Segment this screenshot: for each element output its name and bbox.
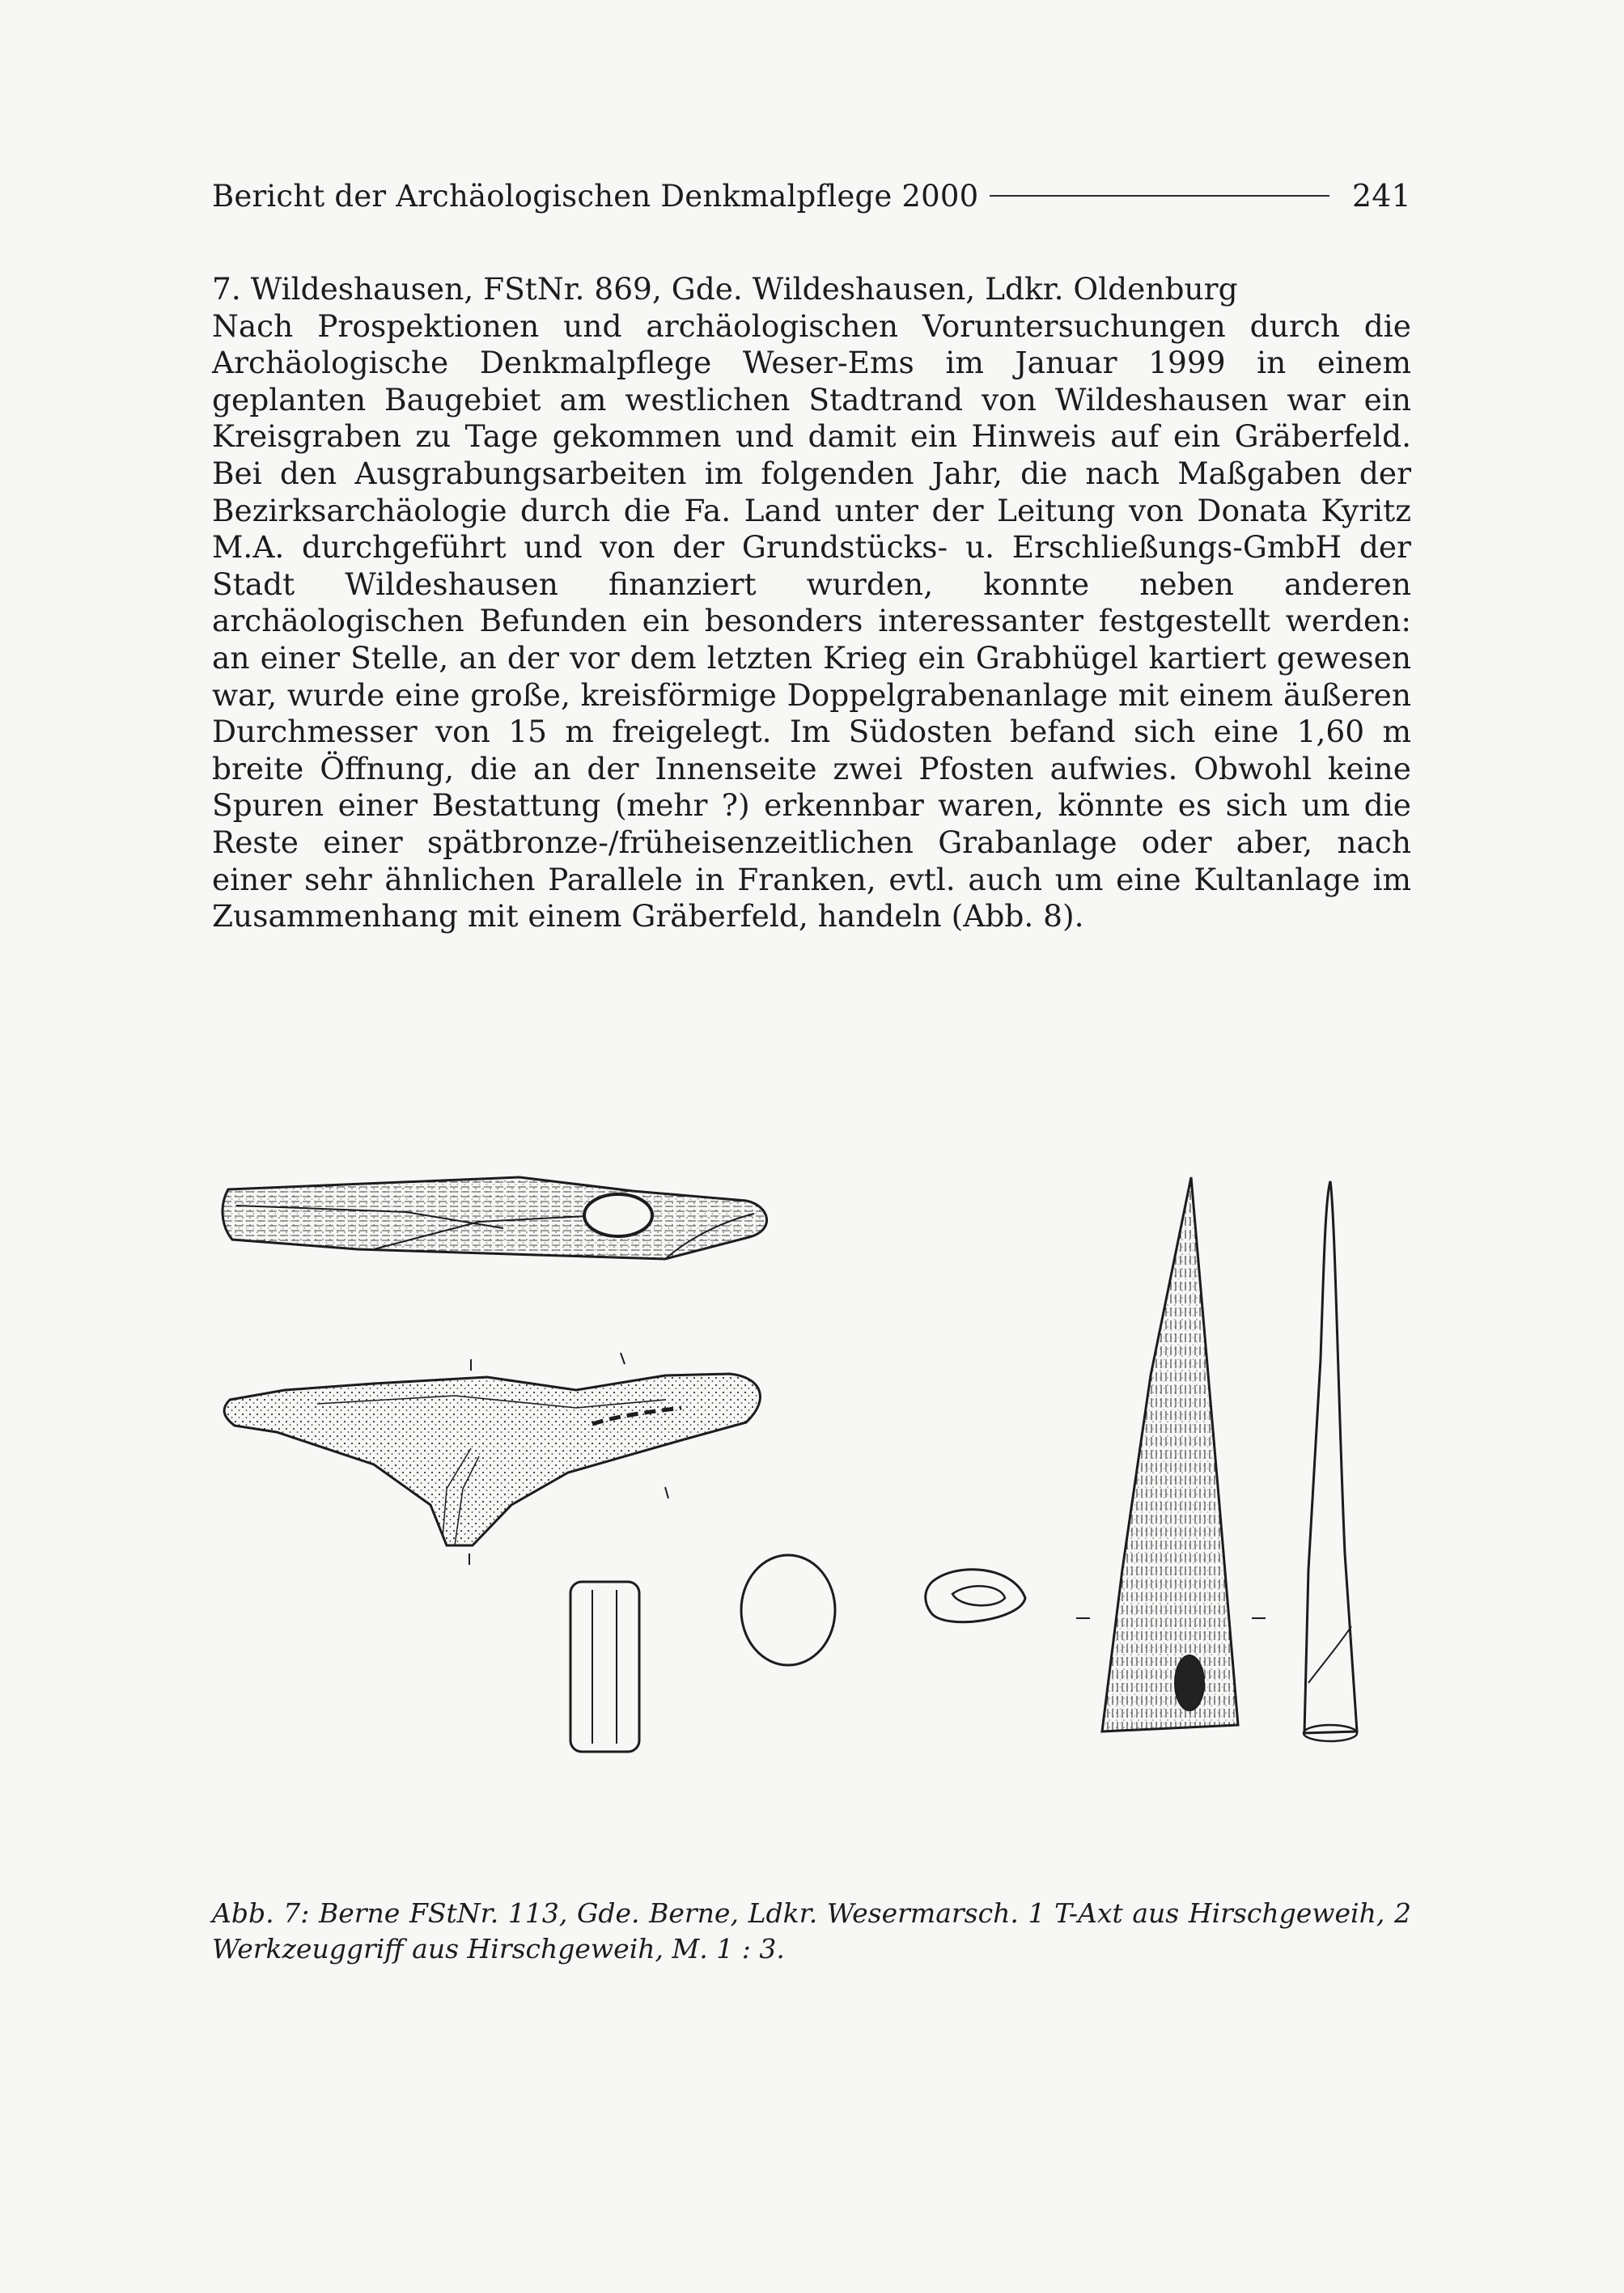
entry-body: Nach Prospektionen und archäologischen Voruntersuchungen durch die Archäologische Denkmalpflege Weser-Ems im Januar 1999 in einem geplanten Baugebiet am westlichen Stadtrand von Wildeshausen war ein Kreisgraben zu Tage gekommen und damit ein Hinweis auf ein Gräberfeld. Bei den Ausgrabungsarbeiten im folgenden Jahr, die nach Maßgaben der Bezirksarchäologie durch die Fa. Land unter der Leitung von Donata Kyritz M.A. durchgeführt und von der Grundstücks- u. Erschließungs-GmbH der Stadt Wildeshausen finanziert wurden, konnte neben anderen archäologischen Befunden ein besonders interessanter festgestellt werden: an einer Stelle, an der vor dem letzten Krieg ein Grabhügel kartiert gewesen war, wurde eine große, kreisförmige Doppelgrabenanlage mit einem äußeren Durchmesser von 15 m freigelegt. Im Südosten befand sich eine 1,60 m breite Öffnung, die an der Innenseite zwei Pfosten aufwies. Obwohl keine Spuren einer Bestattung (mehr ?) erkennbar waren, könnte es sich um die Reste einer spätbronze-/früheisenzeitlichen Grabanlage oder aber, nach einer sehr ähnlichen Parallele in Franken, evtl. auch um eine Kultanlage im Zusammenhang mit einem Gräberfeld, handeln (Abb. 8). — [212, 307, 1411, 935]
axe-side-view — [224, 1353, 760, 1565]
page-number: 241 — [1351, 178, 1411, 214]
axe-top-view — [223, 1177, 767, 1259]
figure-caption: Abb. 7: Berne FStNr. 113, Gde. Berne, Ldkr. Wesermarsch. 1 T-Axt aus Hirschgeweih, 2 Werkzeuggriff aus Hirschgeweih, M. 1 : 3. — [212, 1897, 1411, 1965]
site-entry — [212, 271, 1411, 935]
running-header — [212, 172, 1411, 220]
cross-sections — [570, 1555, 1025, 1752]
artifact-figure — [212, 1165, 1411, 1780]
tool-handle-view — [1076, 1177, 1266, 1731]
entry-heading: 7. Wildeshausen, FStNr. 869, Gde. Wildeshausen, Ldkr. Oldenburg — [212, 271, 1238, 307]
tool-handle-outline — [1304, 1181, 1357, 1741]
header-rule — [990, 195, 1329, 197]
artifact-drawings — [212, 1165, 1411, 1780]
running-title: Bericht der Archäologischen Denkmalpflege 2000 — [212, 178, 979, 214]
